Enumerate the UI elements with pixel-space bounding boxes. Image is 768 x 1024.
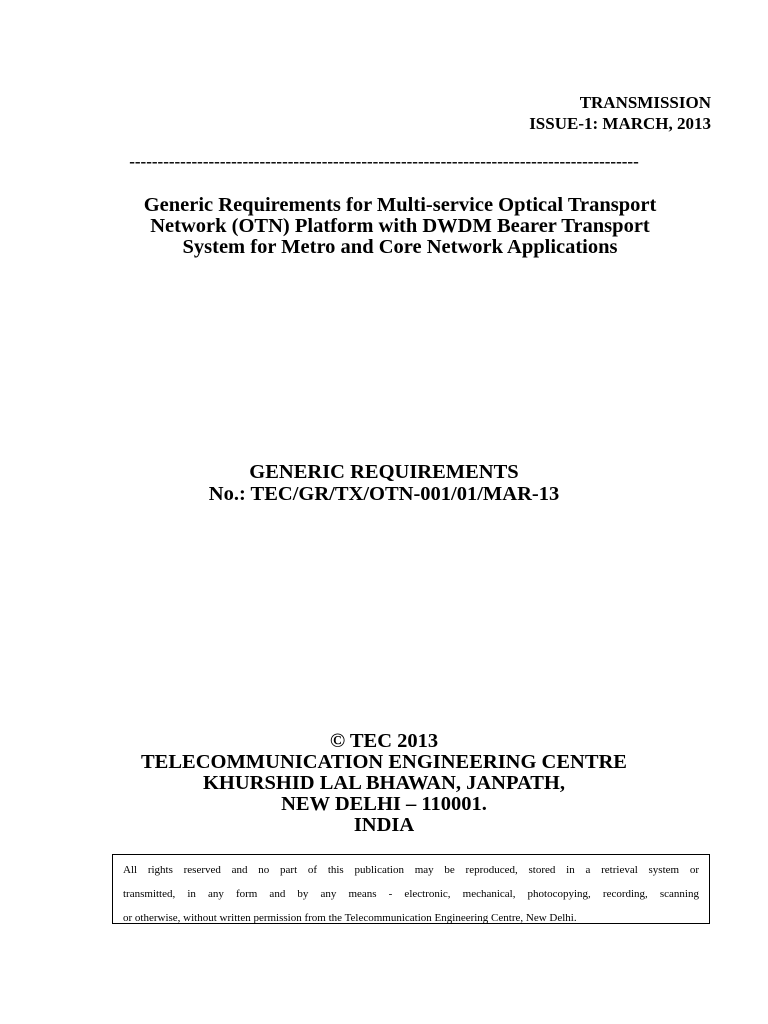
- country: INDIA: [353, 814, 415, 836]
- publisher-block: [0, 731, 768, 836]
- dashed-separator: ------------------------------------------------------------------------------------------: [129, 152, 639, 171]
- generic-requirements-block: [0, 461, 768, 505]
- copyright-notice: © TEC 2013: [329, 730, 439, 752]
- title-line: Network (OTN) Platform with DWDM Bearer Transport: [150, 215, 650, 237]
- rights-notice-box: [112, 854, 710, 924]
- address-line-2: NEW DELHI – 110001.: [281, 793, 487, 815]
- document-title: [60, 195, 740, 258]
- organization-name: TELECOMMUNICATION ENGINEERING CENTRE: [141, 751, 627, 773]
- title-line: Generic Requirements for Multi-service Optical Transport: [143, 194, 657, 216]
- gr-heading: GENERIC REQUIREMENTS: [249, 461, 519, 483]
- document-issue: ISSUE-1: MARCH, 2013: [529, 114, 711, 133]
- document-category: TRANSMISSION: [579, 93, 711, 112]
- address-line-1: KHURSHID LAL BHAWAN, JANPATH,: [202, 772, 566, 794]
- document-header: [529, 92, 711, 134]
- title-line: System for Metro and Core Network Applications: [182, 236, 618, 258]
- rights-line: All rights reserved and no part of this publication may be reproduced, stored in a retrieval system or: [123, 864, 699, 876]
- rights-line: or otherwise, without written permission from the Telecommunication Engineering Centre, New Delhi.: [123, 912, 577, 924]
- rights-line: transmitted, in any form and by any means - electronic, mechanical, photocopying, recording, scanning: [123, 888, 699, 900]
- gr-number: No.: TEC/GR/TX/OTN-001/01/MAR-13: [208, 483, 560, 505]
